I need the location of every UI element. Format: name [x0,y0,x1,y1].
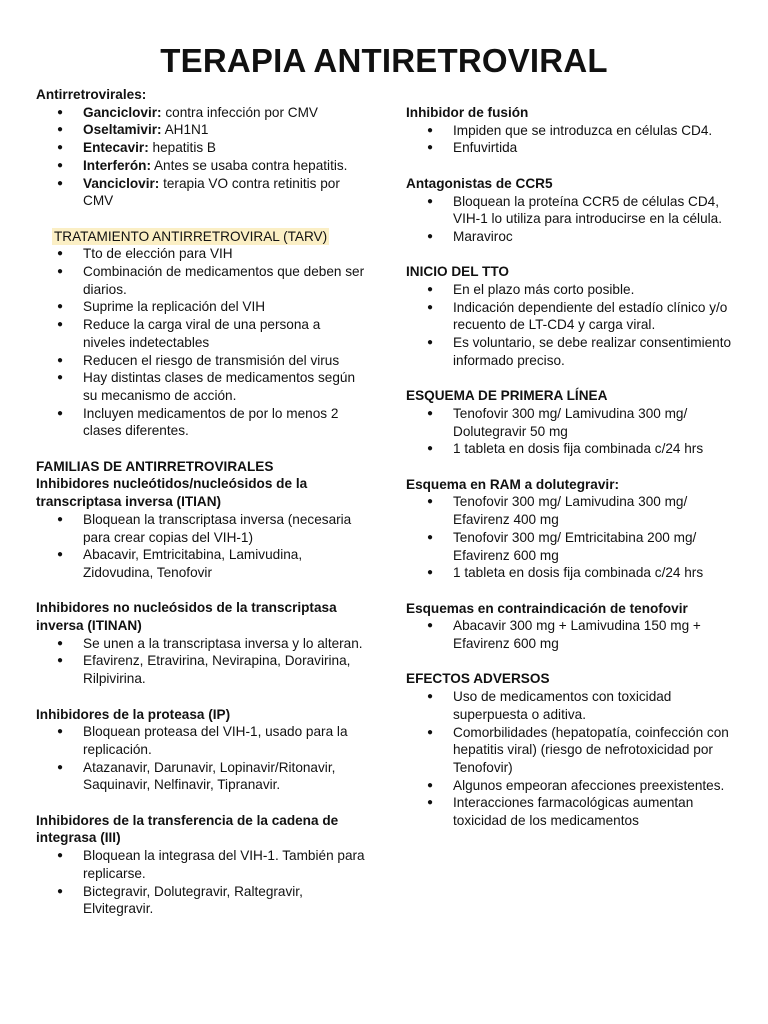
ram-list [406,493,736,582]
list-item [36,104,366,122]
list-item: ● Abacavir, Emtricitabina, Lamivudina, Zidovudina, Tenofovir [36,546,366,581]
right-column [406,104,736,847]
section-heading: Inhibidor de fusión [406,105,529,120]
section-heading: Antirretrovirales: [36,87,147,102]
list-item: ● Bloquean la proteína CCR5 de células CD4, VIH-1 lo utiliza para introducirse en la célula. [406,193,736,228]
list-item: ● Incluyen medicamentos de por lo menos 2 clases diferentes. [36,405,366,440]
drug-desc: AH1N1 [161,122,209,138]
drug-name: Entecavir: [83,140,149,156]
section-heading: ESQUEMA DE PRIMERA LÍNEA [406,388,608,404]
list-item: ● Reduce la carga viral de una persona a niveles indetectables [36,316,366,351]
inicio-section [406,263,736,369]
drug-name: Ganciclovir: [83,104,162,120]
list-item: ● Bloquean la integrasa del VIH-1. También para replicarse. [36,847,366,882]
inicio-list [406,281,736,370]
iii-list [36,847,366,918]
tarv-heading-row [36,228,366,246]
list-item [36,175,366,210]
contra-list [406,617,736,652]
list-item: ● Bloquean la transcriptasa inversa (necesaria para crear copias del VIH-1) [36,511,366,546]
tarv-section [36,228,366,440]
list-item: ● Enfuvirtida [406,139,736,157]
primera-list [406,405,736,458]
subsection-heading: Inhibidores no nucleósidos de la transcriptasa inversa (ITINAN) [36,600,337,634]
fusion-section [406,104,736,157]
list-item: ● 1 tableta en dosis fija combinada c/24 hrs [406,440,736,458]
list-item: ● Combinación de medicamentos que deben ser diarios. [36,263,366,298]
list-item: ● Bictegravir, Dolutegravir, Raltegravir, Elvitegravir. [36,883,366,918]
iii-section [36,812,366,918]
left-column [36,86,366,936]
list-item: ● Es voluntario, se debe realizar consentimiento informado preciso. [406,334,736,369]
list-item: ● Bloquean proteasa del VIH-1, usado para la replicación. [36,723,366,758]
primera-linea-section [406,387,736,458]
list-item: ● Hay distintas clases de medicamentos según su mecanismo de acción. [36,369,366,404]
subsection-heading: Inhibidores de la proteasa (IP) [36,706,231,722]
ccr5-section [406,175,736,246]
drug-desc: contra infección por CMV [161,104,318,120]
ccr5-list [406,193,736,246]
section-heading: FAMILIAS DE ANTIRRETROVIRALES [36,458,274,474]
drug-name: Oseltamivir: [83,122,162,138]
drug-name: Vanciclovir: [83,175,160,191]
adversos-list [406,688,736,830]
section-heading: Antagonistas de CCR5 [406,175,553,191]
highlighted-heading: TRATAMIENTO ANTIRRETROVIRAL (TARV) [54,228,328,244]
itian-list [36,511,366,582]
subsection-heading: Inhibidores nucleótidos/nucleósidos de la transcriptasa inversa (ITIAN) [36,476,308,510]
list-item: ● Atazanavir, Darunavir, Lopinavir/Ritonavir, Saquinavir, Nelfinavir, Tipranavir. [36,759,366,794]
list-item: ● 1 tableta en dosis fija combinada c/24 hrs [406,564,736,582]
list-item: ● Tenofovir 300 mg/ Emtricitabina 200 mg/ Efavirenz 600 mg [406,529,736,564]
ram-section [406,476,736,582]
fusion-list [406,122,736,157]
list-item: ● Comorbilidades (hepatopatía, coinfección con hepatitis viral) (riesgo de nefrotoxicidad por Tenofovir) [406,724,736,777]
itinan-section [36,599,366,688]
antirretrovirales-section [36,86,366,210]
list-item [36,121,366,139]
contraindicacion-section [406,600,736,653]
drug-list [36,104,366,210]
list-item: ● Maraviroc [406,228,736,246]
list-item: ● Interacciones farmacológicas aumentan toxicidad de los medicamentos [406,794,736,829]
list-item: ● Abacavir 300 mg + Lamivudina 150 mg + Efavirenz 600 mg [406,617,736,652]
drug-name: Interferón: [83,157,151,173]
ip-section [36,706,366,795]
list-item: ● Reducen el riesgo de transmisión del virus [36,352,366,370]
section-heading: EFECTOS ADVERSOS [406,671,550,687]
list-item: ● Efavirenz, Etravirina, Nevirapina, Doravirina, Rilpivirina. [36,652,366,687]
subsection-heading: Inhibidores de la transferencia de la cadena de integrasa (III) [36,812,339,846]
section-heading: Esquemas en contraindicación de tenofovir [406,600,688,616]
list-item: ● En el plazo más corto posible. [406,281,736,299]
tarv-list [36,245,366,440]
list-item: ● Suprime la replicación del VIH [36,298,366,316]
list-item: ● Tenofovir 300 mg/ Lamivudina 300 mg/ Efavirenz 400 mg [406,493,736,528]
list-item [36,139,366,157]
list-item: ● Tenofovir 300 mg/ Lamivudina 300 mg/ Dolutegravir 50 mg [406,405,736,440]
section-heading: Esquema en RAM a dolutegravir: [406,476,620,492]
adversos-section [406,670,736,829]
section-heading: INICIO DEL TTO [406,264,509,280]
drug-desc: Antes se usaba contra hepatitis. [150,157,348,173]
list-item: ● Tto de elección para VIH [36,245,366,263]
list-item: ● Se unen a la transcriptasa inversa y lo alteran. [36,635,366,653]
list-item: ● Indicación dependiente del estadío clínico y/o recuento de LT-CD4 y carga viral. [406,299,736,334]
familias-section [36,458,366,582]
list-item: ● Impiden que se introduzca en células CD4. [406,122,736,140]
page-title: TERAPIA ANTIRETROVIRAL [160,42,608,79]
list-item: ● Algunos empeoran afecciones preexistentes. [406,777,736,795]
list-item [36,157,366,175]
drug-desc: hepatitis B [148,140,216,156]
list-item: ● Uso de medicamentos con toxicidad superpuesta o aditiva. [406,688,736,723]
ip-list [36,723,366,794]
drug-desc: terapia VO contra retinitis por CMV [83,175,340,209]
itinan-list [36,635,366,688]
